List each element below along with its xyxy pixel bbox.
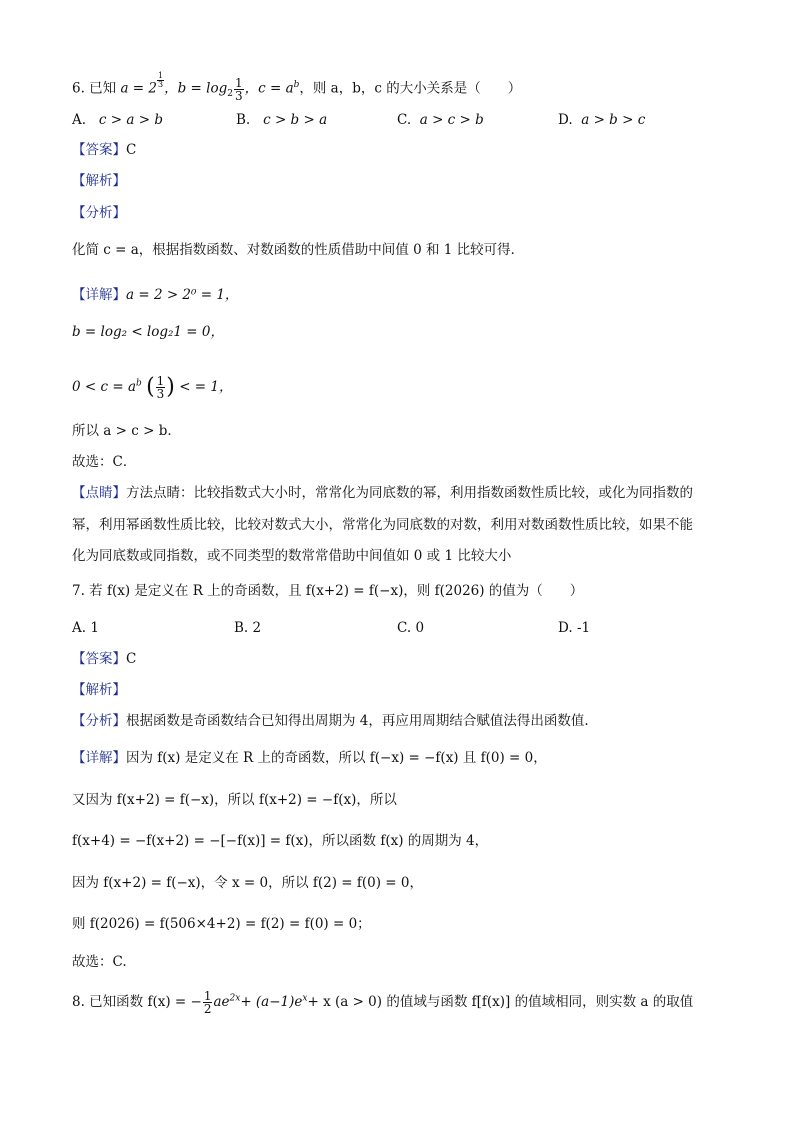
q6-b-base: 2 bbox=[227, 89, 233, 100]
q6-b-fraction: $\frac{1}{3}$ bbox=[234, 75, 243, 103]
q6-stem bbox=[72, 72, 521, 102]
q7-jiexi-tag: 【解析】 bbox=[72, 682, 126, 698]
q8-stem: 8. 已知函数 f(x) = − $\frac{1}{2}$ $ae^{2x}+ (a-1)e^x+ x$ (a > 0) 的值域与函数 f[f(x)] 的值域相同，则实数 a 的取值 bbox=[72, 989, 694, 1016]
q6-step-1: 【详解】a = 2 > 2⁰ = 1， bbox=[72, 287, 239, 303]
q6-dianjing-line-1: 【点睛】方法点睛：比较指数式大小时，常常化为同底数的幂，利用指数函数性质比较，或化为同指数的 bbox=[72, 485, 693, 501]
q7-detail-line-1: 【详解】因为 f(x) 是定义在 R 上的奇函数，所以 f(−x) = −f(x) 且 f(0) = 0， bbox=[72, 750, 547, 766]
q6-option-b: B. c > b > a bbox=[236, 112, 328, 128]
q6-step-2: b = log₂ < log₂1 = 0， bbox=[72, 324, 225, 340]
q6-answer: 【答案】C bbox=[72, 142, 137, 158]
q6-a-exponent: $\frac{1}{3}$ bbox=[158, 71, 164, 89]
q7-stem: 7. 若 f(x) 是定义在 R 上的奇函数，且 f(x+2) = f(−x)，则 f(2026) 的值为（ ） bbox=[72, 583, 584, 599]
q6-fenxi-text: 化简 c = a，根据指数函数、对数函数的性质借助中间值 0 和 1 比较可得． bbox=[72, 242, 525, 258]
q6-dianjing-line-3: 化为同底数或同指数，或不同类型的数常常借助中间值如 0 或 1 比较大小 bbox=[72, 548, 512, 564]
q7-answer: 【答案】C bbox=[72, 651, 137, 667]
q6-b-definition: ，b = log bbox=[164, 80, 228, 97]
q7-detail-line-3: f(x+4) = −f(x+2) = −[−f(x)] = f(x)，所以函数 f(x) 的周期为 4， bbox=[72, 833, 489, 849]
q7-option-b: B. 2 bbox=[234, 620, 262, 636]
q6-jiexi-tag: 【解析】 bbox=[72, 173, 126, 189]
q6-number: 6. 已知 bbox=[72, 80, 117, 97]
q7-option-d: D. -1 bbox=[558, 620, 591, 636]
q7-option-c: C. 0 bbox=[397, 620, 425, 636]
q7-option-a: A. 1 bbox=[72, 620, 99, 636]
q6-c-definition: ，c = a bbox=[244, 80, 294, 97]
q6-fenxi-tag: 【分析】 bbox=[72, 205, 126, 221]
q6-conclusion: 所以 a > c > b． bbox=[72, 423, 181, 439]
q7-fenxi: 【分析】根据函数是奇函数结合已知得出周期为 4，再应用周期结合赋值法得出函数值. bbox=[72, 713, 589, 729]
q7-detail-line-2: 又因为 f(x+2) = f(−x)，所以 f(x+2) = −f(x)，所以 bbox=[72, 792, 397, 808]
q6-option-c: C. a > c > b bbox=[397, 112, 484, 128]
q6-option-a: A. c > a > b bbox=[72, 112, 163, 128]
q6-stem-tail: ，则 a，b，c 的大小关系是（ ） bbox=[299, 80, 522, 97]
q6-dianjing-line-2: 幂，利用幂函数性质比较，比较对数式大小，常常化为同底数的对数，利用对数函数性质比较，如果不能 bbox=[72, 517, 693, 533]
q7-detail-line-4: 因为 f(x+2) = f(−x)，令 x = 0，所以 f(2) = f(0) = 0， bbox=[72, 875, 423, 891]
q7-detail-line-5: 则 f(2026) = f(506×4+2) = f(2) = f(0) = 0； bbox=[72, 916, 371, 932]
q6-c-exponent: b bbox=[293, 80, 300, 90]
q6-a-definition: a = 2 bbox=[120, 80, 158, 97]
q6-option-d: D. a > b > c bbox=[558, 112, 646, 128]
q7-choice: 故选：C. bbox=[72, 954, 127, 970]
q6-step-3: $0 < c = a^b$ ( $\frac{1}{3}$ ) < = 1， bbox=[72, 374, 233, 401]
q6-choice: 故选：C． bbox=[72, 454, 137, 470]
